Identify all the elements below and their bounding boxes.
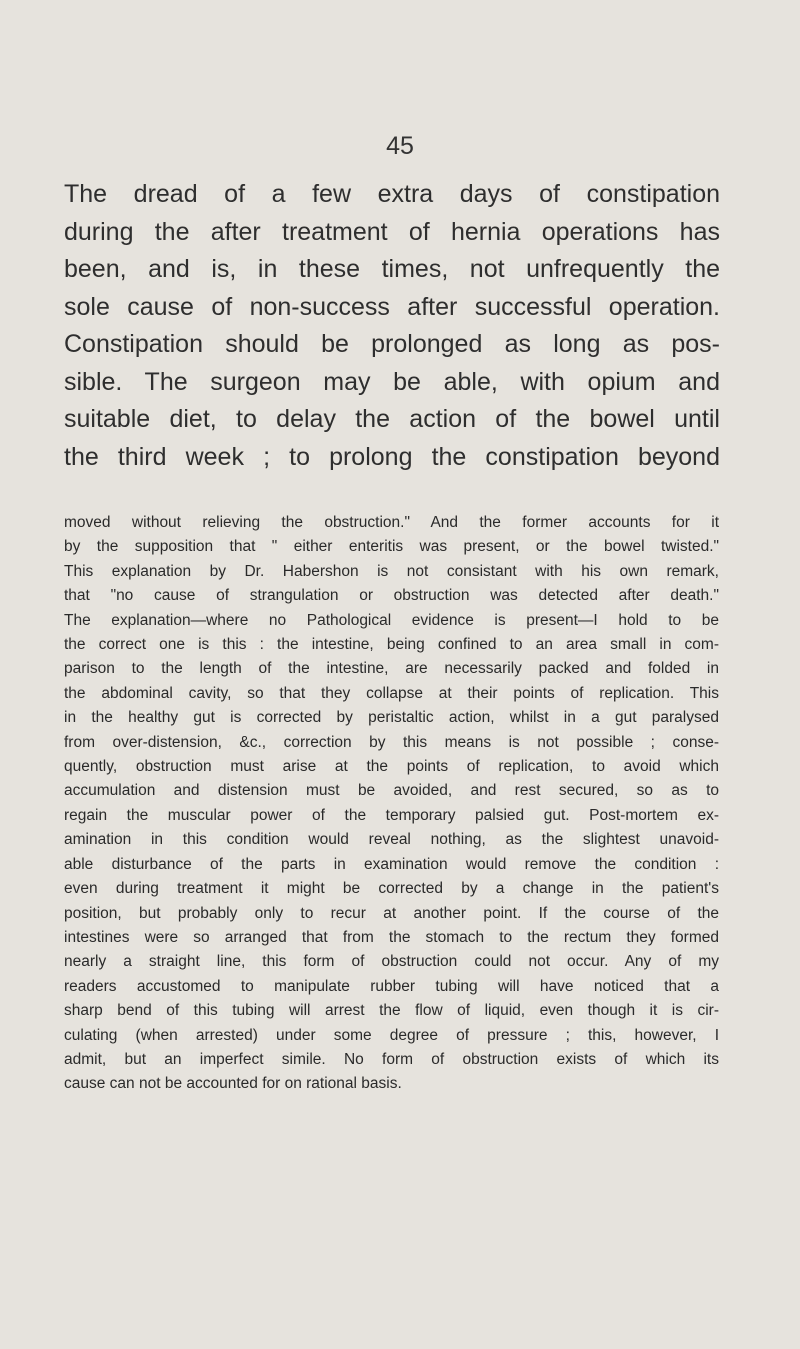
- main-text-line: suitable diet, to delay the action of the bowel until: [64, 405, 720, 433]
- footnote-line: position, but probably only to recur at another point. If the course of the: [64, 904, 719, 922]
- main-text-line: sole cause of non-success after successful operation.: [64, 292, 720, 321]
- footnote-line: parison to the length of the intestine, are necessarily packed and folded in: [64, 660, 719, 678]
- footnote-line: culating (when arrested) under some degree of pressure ; this, however, I: [64, 1026, 719, 1044]
- main-text-block: [64, 176, 720, 476]
- main-text-line: Constipation should be prolonged as long as pos-: [64, 330, 720, 358]
- footnote-line: from over-distension, &c., correction by this means is not possible ; conse-: [64, 733, 719, 751]
- footnote-line: by the supposition that " either enteritis was present, or the bowel twisted.": [64, 538, 719, 556]
- footnote-line: nearly a straight line, this form of obstruction could not occur. Any of my: [64, 953, 719, 971]
- footnote-line: quently, obstruction must arise at the points of replication, to avoid which: [64, 758, 719, 776]
- footnote-line: the abdominal cavity, so that they collapse at their points of replication. This: [64, 684, 719, 702]
- footnote-line: regain the muscular power of the temporary palsied gut. Post-mortem ex-: [64, 806, 719, 824]
- main-text-line: been, and is, in these times, not unfrequently the: [64, 255, 720, 283]
- main-text-line: the third week ; to prolong the constipation beyond: [64, 442, 720, 471]
- footnote-line: moved without relieving the obstruction." And the former accounts for it: [64, 514, 719, 531]
- main-text-line: during the after treatment of hernia operations has: [64, 217, 720, 246]
- footnote-block: [64, 511, 719, 1097]
- footnote-line: This explanation by Dr. Habershon is not consistant with his own remark,: [64, 562, 719, 580]
- page-number: 45: [386, 132, 414, 160]
- footnote-line: even during treatment it might be corrected by a change in the patient's: [64, 880, 719, 898]
- footnote-line: in the healthy gut is corrected by peristaltic action, whilst in a gut paralysed: [64, 709, 719, 727]
- footnote-line: readers accustomed to manipulate rubber tubing will have noticed that a: [64, 977, 719, 995]
- footnote-line: that "no cause of strangulation or obstruction was detected after death.": [64, 587, 719, 605]
- footnote-line: cause can not be accounted for on rational basis.: [64, 1075, 402, 1093]
- footnote-line: admit, but an imperfect simile. No form of obstruction exists of which its: [64, 1050, 719, 1068]
- footnote-line: able disturbance of the parts in examination would remove the condition :: [64, 855, 719, 873]
- main-text-line: sible. The surgeon may be able, with opium and: [64, 367, 720, 396]
- footnote-line: accumulation and distension must be avoided, and rest secured, so as to: [64, 782, 719, 800]
- footnote-line: amination in this condition would reveal nothing, as the slightest unavoid-: [64, 831, 719, 849]
- footnote-line: The explanation—where no Pathological evidence is present—I hold to be: [64, 611, 719, 629]
- footnote-line: the correct one is this : the intestine, being confined to an area small in com-: [64, 636, 719, 654]
- footnote-line: intestines were so arranged that from the stomach to the rectum they formed: [64, 928, 719, 946]
- main-text-line: The dread of a few extra days of constipation: [64, 180, 720, 208]
- footnote-line: sharp bend of this tubing will arrest the flow of liquid, even though it is cir-: [64, 1002, 719, 1020]
